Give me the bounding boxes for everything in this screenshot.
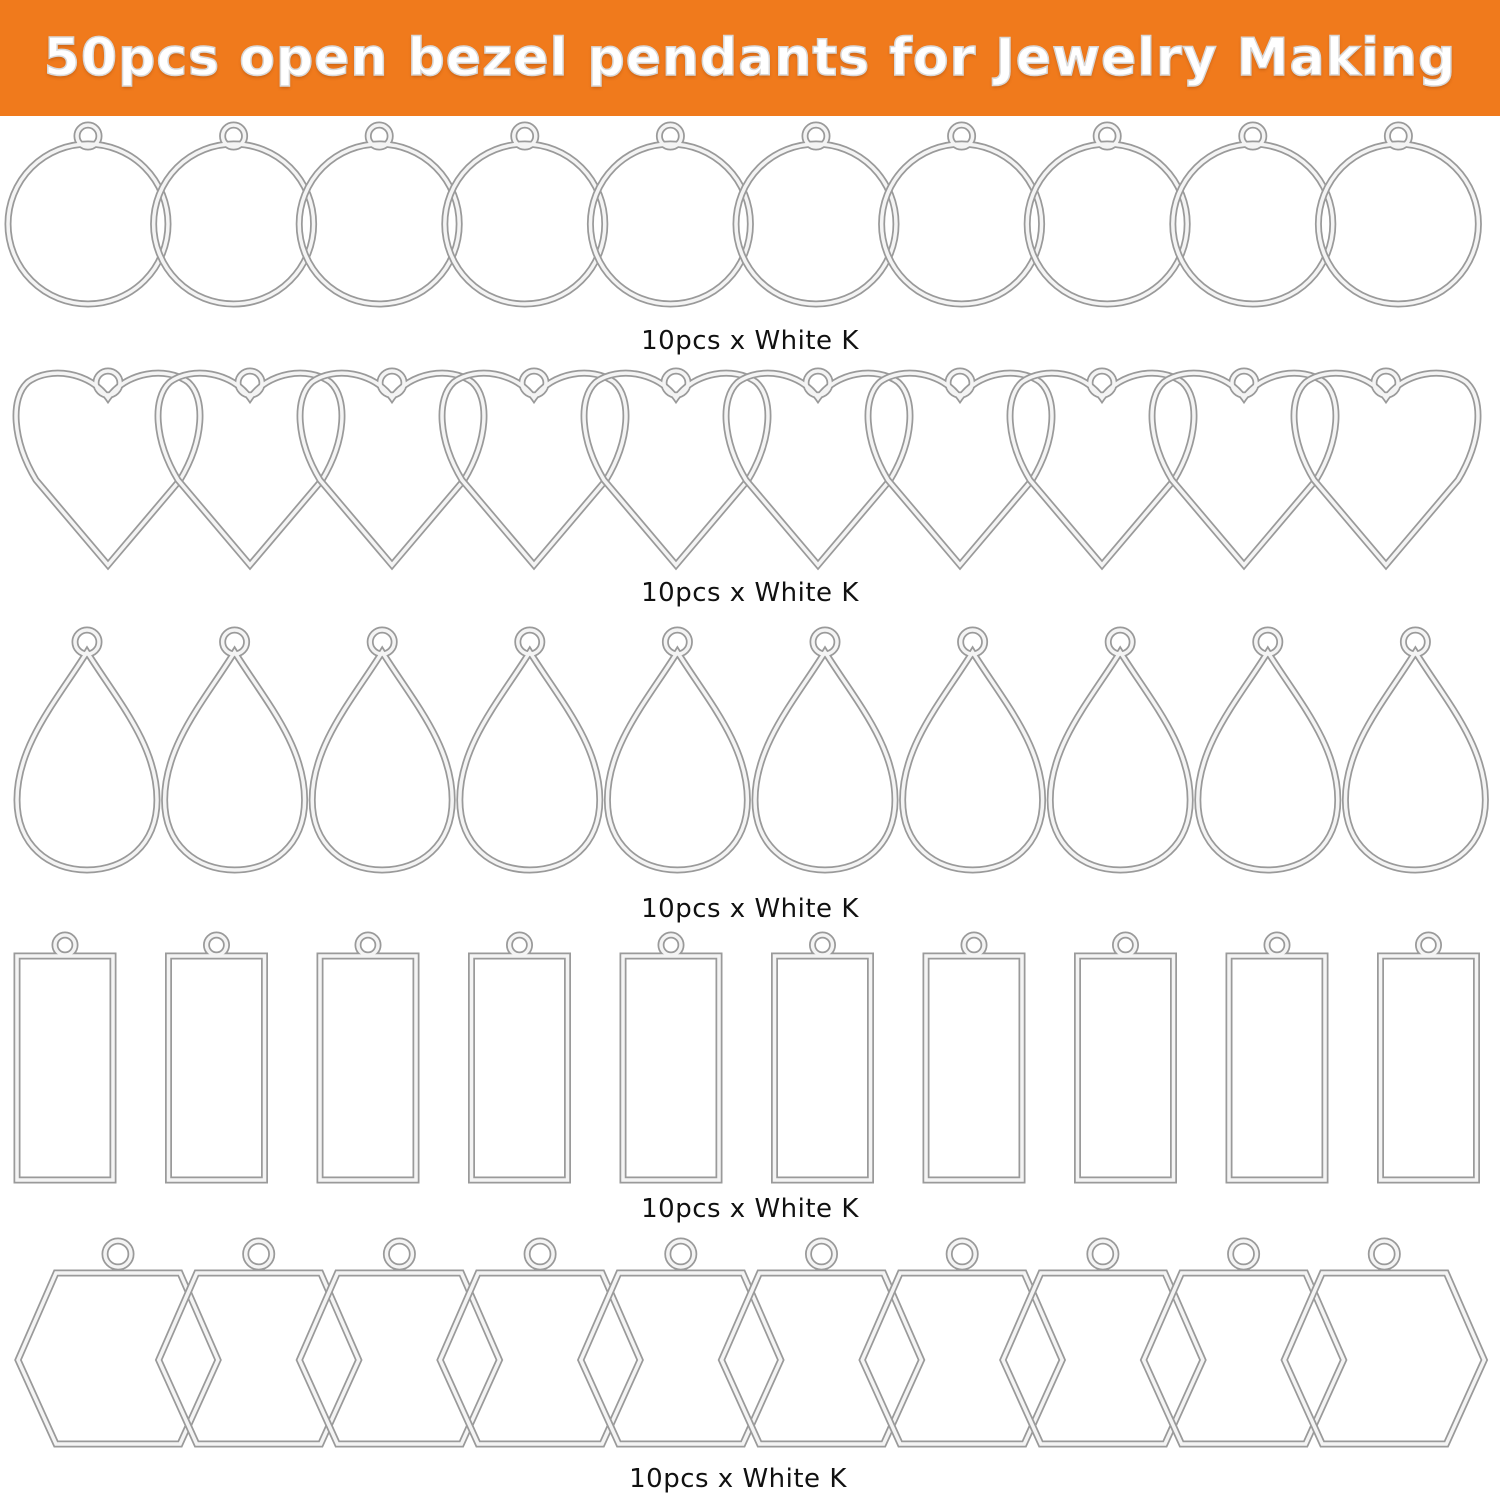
circle-pendant — [1173, 125, 1333, 304]
rectangle-pendant — [1381, 935, 1477, 1180]
hexagon-pendant — [18, 1241, 218, 1444]
teardrop-pendant — [903, 630, 1043, 870]
rectangle-pendant — [623, 935, 719, 1180]
teardrop-pendant — [312, 630, 452, 870]
circle-pendant — [1027, 125, 1187, 304]
rectangle-pendant — [320, 935, 416, 1180]
teardrop-pendant — [17, 630, 157, 870]
rectangle-pendant — [17, 935, 113, 1180]
circle-pendant — [1318, 125, 1478, 304]
heart-pendant-row — [16, 371, 1478, 565]
hexagon-pendant-row — [18, 1241, 1484, 1444]
hexagon-pendant — [1284, 1241, 1484, 1444]
rectangle-pendant — [926, 935, 1022, 1180]
hexagon-pendant — [722, 1241, 922, 1444]
circle-pendant — [590, 125, 750, 304]
teardrop-pendant — [755, 630, 895, 870]
teardrop-pendant — [1198, 630, 1338, 870]
hexagon-pendant — [1003, 1241, 1203, 1444]
circle-pendant — [445, 125, 605, 304]
hexagon-pendant — [440, 1241, 640, 1444]
hexagon-pendant — [1144, 1241, 1344, 1444]
row-label-teardrop: 10pcs x White K — [641, 894, 859, 924]
teardrop-pendant — [607, 630, 747, 870]
rectangle-pendant — [1229, 935, 1325, 1180]
circle-pendant — [882, 125, 1042, 304]
rectangle-pendant — [775, 935, 871, 1180]
circle-pendant — [736, 125, 896, 304]
hexagon-pendant — [299, 1241, 499, 1444]
hexagon-pendant — [159, 1241, 359, 1444]
teardrop-pendant — [460, 630, 600, 870]
rectangle-pendant — [472, 935, 568, 1180]
rectangle-pendant — [169, 935, 265, 1180]
row-label-hexagon: 10pcs x White K — [629, 1464, 847, 1494]
circle-pendant — [154, 125, 314, 304]
rectangle-pendant-row — [17, 935, 1477, 1180]
circle-pendant — [8, 125, 168, 304]
hexagon-pendant — [581, 1241, 781, 1444]
row-label-heart: 10pcs x White K — [641, 578, 859, 608]
circle-pendant — [299, 125, 459, 304]
teardrop-pendant-row — [17, 630, 1485, 870]
hexagon-pendant — [862, 1241, 1062, 1444]
circle-pendant-row — [8, 125, 1478, 304]
teardrop-pendant — [1050, 630, 1190, 870]
rectangle-pendant — [1078, 935, 1174, 1180]
teardrop-pendant — [1345, 630, 1485, 870]
row-label-circle: 10pcs x White K — [641, 326, 859, 356]
row-label-rectangle: 10pcs x White K — [641, 1194, 859, 1224]
teardrop-pendant — [165, 630, 305, 870]
banner-title: 50pcs open bezel pendants for Jewelry Making — [43, 28, 1457, 88]
